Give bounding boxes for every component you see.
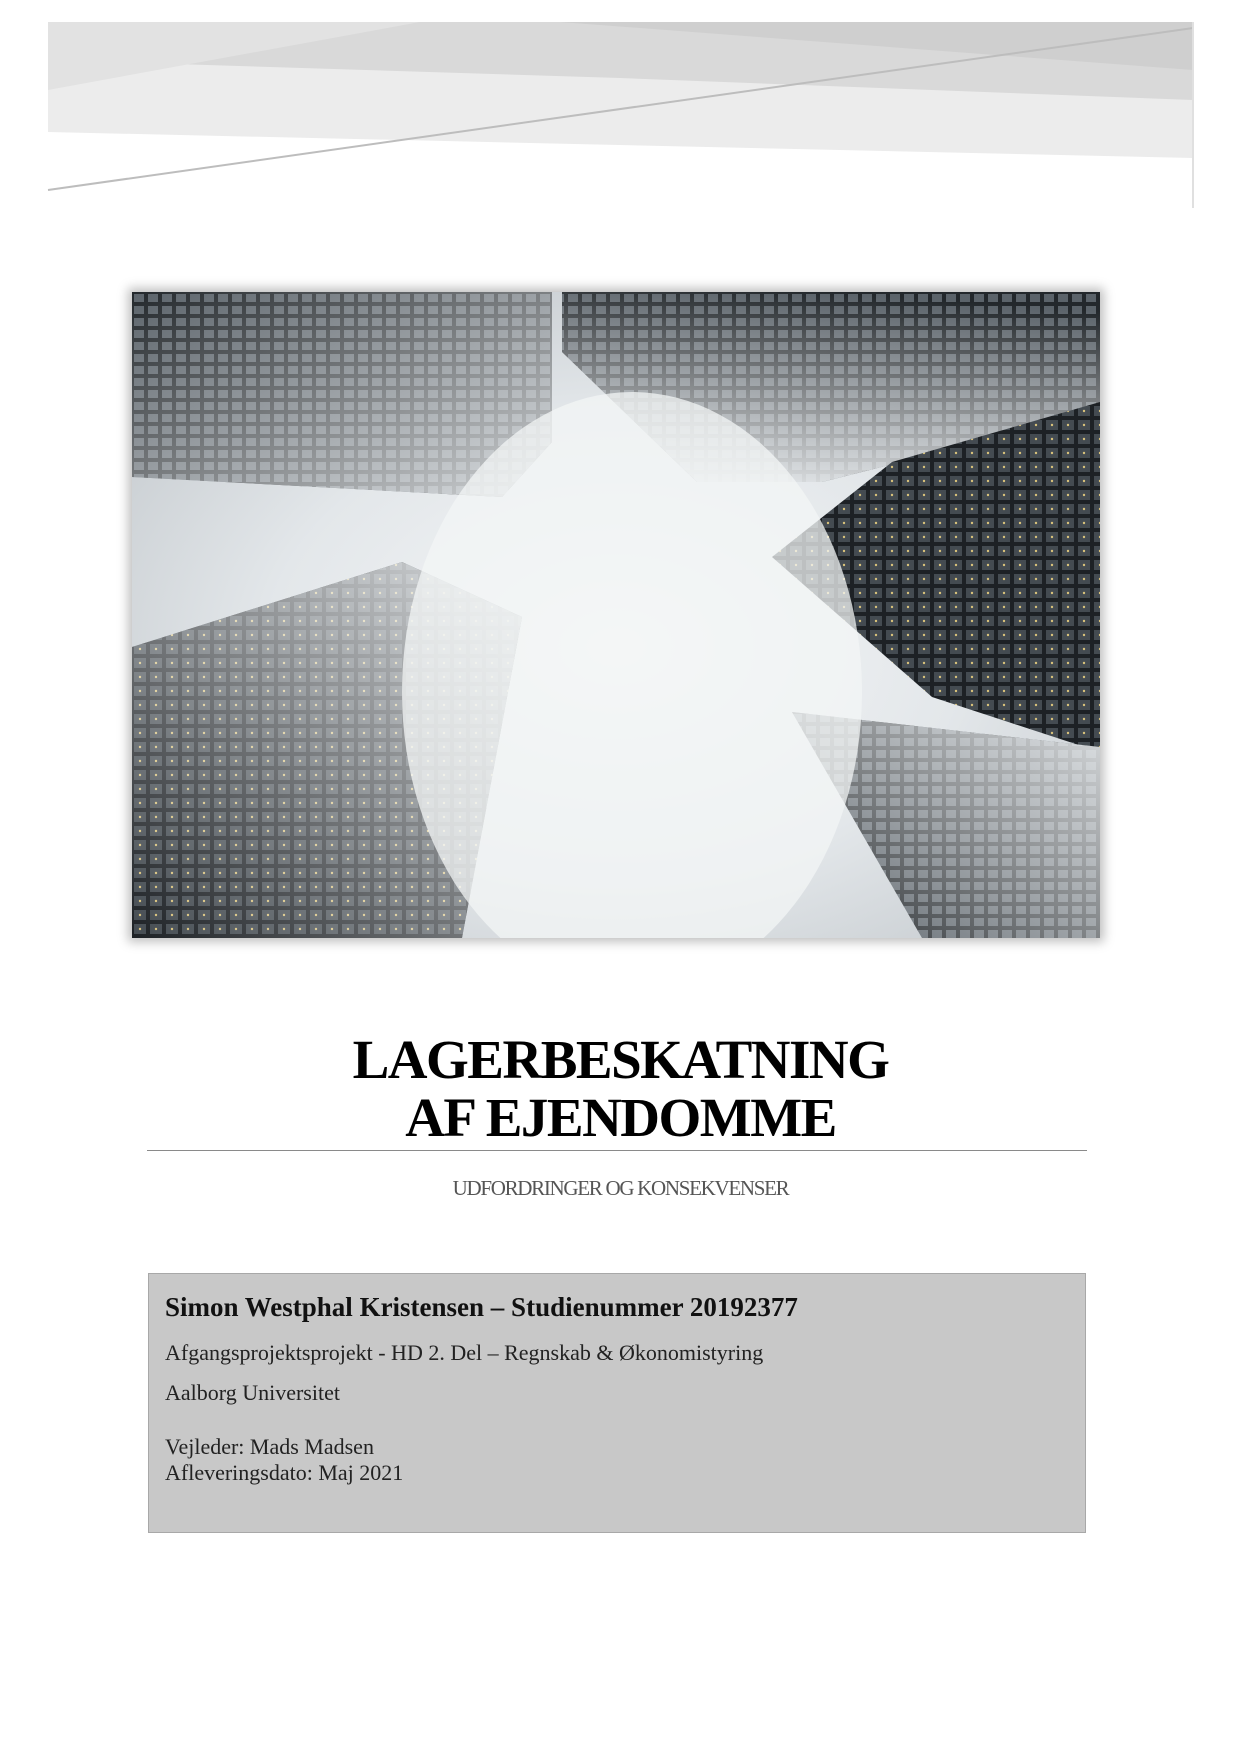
document-title-line-1: LAGERBESKATNING (352, 1029, 889, 1090)
submission-date: Afleveringsdato: Maj 2021 (165, 1460, 404, 1485)
author-name: Simon Westphal Kristensen – Studienummer 20192377 (165, 1292, 798, 1322)
document-title-line-2: AF EJENDOMME (405, 1087, 836, 1148)
header-decorative-band (0, 0, 1241, 220)
author-info-box (148, 1273, 1086, 1533)
cover-photo-skyscrapers (132, 292, 1100, 938)
program-name: Afgangsprojektsprojekt - HD 2. Del – Regnskab & Økonomistyring (165, 1340, 764, 1365)
supervisor: Vejleder: Mads Madsen (165, 1434, 374, 1459)
document-subtitle: UDFORDRINGER OG KONSEKVENSER (452, 1176, 789, 1200)
title-divider (147, 1150, 1087, 1151)
university-name: Aalborg Universitet (165, 1380, 340, 1405)
